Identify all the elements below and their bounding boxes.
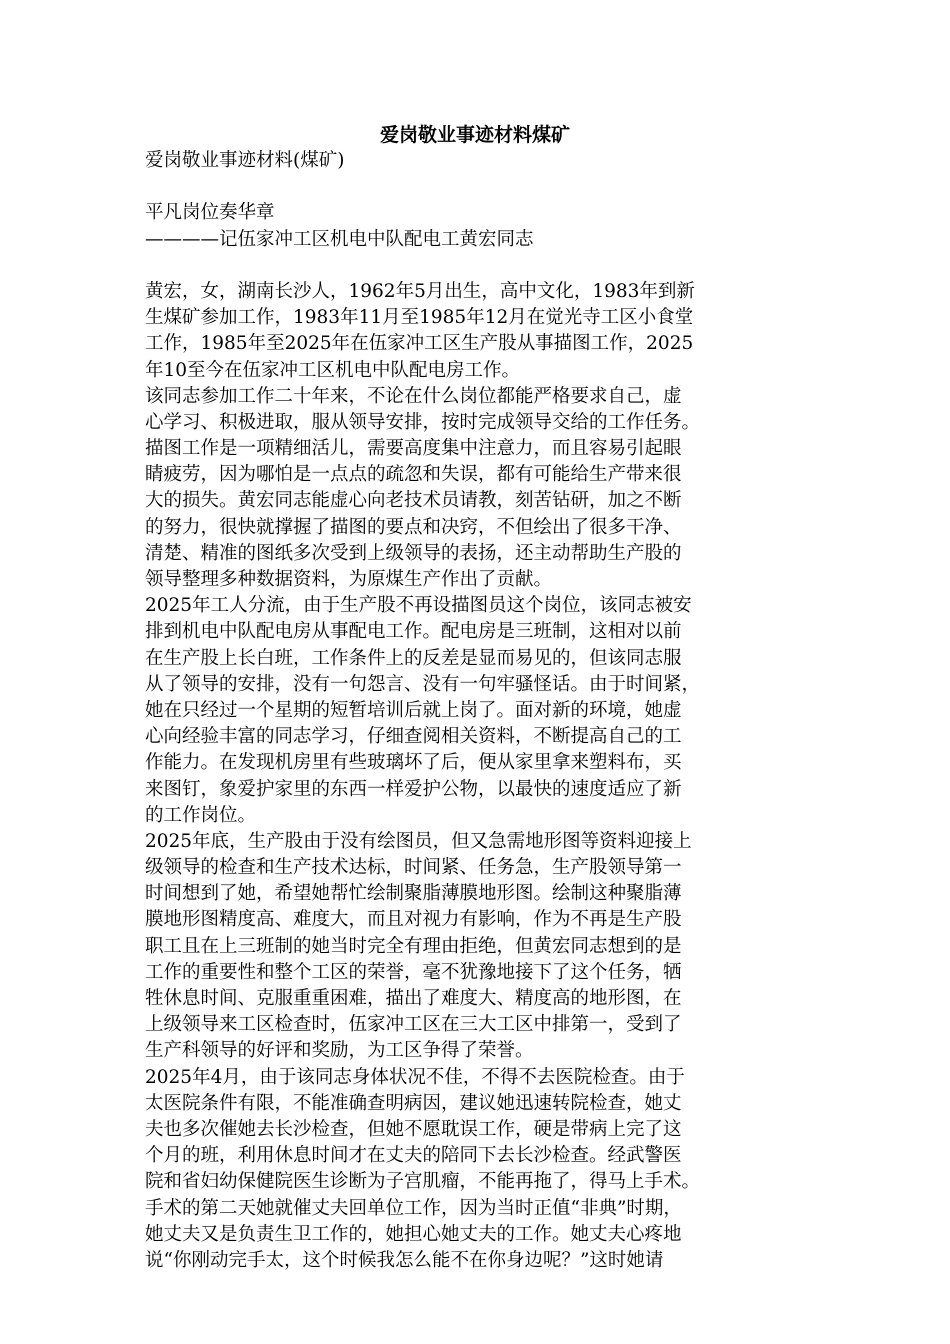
body-line: 级领导的检查和生产技术达标，时间紧、任务急，生产股领导第一 xyxy=(145,857,682,879)
body-line: 在生产股上长白班，工作条件上的反差是显而易见的，但该同志服 xyxy=(145,647,682,669)
body-line: 来图钉，象爱护家里的东西一样爱护公物，以最快的速度适应了新 xyxy=(145,778,682,800)
blank-line xyxy=(145,174,813,200)
body-line: 的工作岗位。 xyxy=(145,804,257,826)
body-line: 从了领导的安排，没有一句怨言、没有一句牢骚怪话。由于时间紧， xyxy=(145,673,701,695)
body-line: 牲休息时间、克服重重困难，描出了难度大、精度高的地形图，在 xyxy=(145,988,682,1009)
body-line: 工作的重要性和整个工区的荣誉，毫不犹豫地接下了这个任务，牺 xyxy=(145,961,682,983)
body-line: 太医院条件有限，不能准确查明病因，建议她迅速转院检查，她丈 xyxy=(145,1092,682,1114)
body-line: 院和省妇幼保健院医生诊断为子宫肌瘤，不能再拖了，得马上手术。 xyxy=(145,1171,701,1193)
body-line: 2025年工人分流，由于生产股不再设描图员这个岗位，该同志被安 xyxy=(145,595,692,617)
body-line: 排到机电中队配电房从事配电工作。配电房是三班制，这相对以前 xyxy=(145,621,682,643)
body-line: 2025年4月，由于该同志身体状况不佳，不得不去医院检查。由于 xyxy=(145,1066,685,1088)
body-line: 睛疲劳，因为哪怕是一点点的疏忽和失误，都有可能给生产带来很 xyxy=(145,464,682,486)
document-body xyxy=(145,148,813,1274)
body-line: 领导整理多种数据资料，为原煤生产作出了贡献。 xyxy=(145,569,553,590)
body-line: 的努力，很快就撑握了描图的要点和决窍，不但绘出了很多干净、 xyxy=(145,516,682,538)
body-line: 大的损失。黄宏同志能虚心向老技术员请教，刻苦钻研，加之不断 xyxy=(145,490,682,512)
body-line: 她在只经过一个星期的短暂培训后就上岗了。面对新的环境，她虚 xyxy=(145,699,682,721)
body-line: 黄宏，女，湖南长沙人，1962年5月出生，高中文化，1983年到新 xyxy=(145,280,695,302)
body-line: 描图工作是一项精细活儿，需要高度集中注意力，而且容易引起眼 xyxy=(145,438,682,460)
body-line: 她丈夫又是负责生卫工作的，她担心她丈夫的工作。她丈夫心疼地 xyxy=(145,1223,682,1245)
body-line: 心学习、积极进取，服从领导安排，按时完成领导交给的工作任务。 xyxy=(145,411,701,433)
body-line: 工作，1985年至2025年在伍家冲工区生产股从事描图工作，2025 xyxy=(145,333,694,355)
body-line: 清楚、精准的图纸多次受到上级领导的表扬，还主动帮助生产股的 xyxy=(145,542,682,564)
body-line: 2025年底，生产股由于没有绘图员，但又急需地形图等资料迎接上 xyxy=(145,830,692,852)
body-line: 作能力。在发现机房里有些玻璃坏了后，便从家里拿来塑料布，买 xyxy=(145,752,682,774)
body-line: 手术的第二天她就催丈夫回单位工作，因为当时正值“非典”时期， xyxy=(145,1197,682,1219)
body-line: 膜地形图精度高、难度大，而且对视力有影响，作为不再是生产股 xyxy=(145,909,682,931)
body-line: 心向经验丰富的同志学习，仔细查阅相关资料，不断提高自己的工 xyxy=(145,726,682,748)
body-line: 时间想到了她，希望她帮忙绘制聚脂薄膜地形图。绘制这种聚脂薄 xyxy=(145,883,682,905)
body-line: 生煤矿参加工作，1983年11月至1985年12月在觉光寺工区小食堂 xyxy=(145,307,694,329)
body-paragraphs xyxy=(145,279,813,1274)
body-line: 年10至今在伍家冲工区机电中队配电房工作。 xyxy=(145,359,521,381)
byline: ————记伍家冲工区机电中队配电工黄宏同志 xyxy=(145,228,534,250)
body-line: 个月的班，利用休息时间才在丈夫的陪同下去长沙检查。经武警医 xyxy=(145,1145,682,1167)
document-title: 爱岗敬业事迹材料煤矿 xyxy=(379,124,570,146)
body-line: 说“你刚动完手太，这个时候我怎么能不在你身边呢？”这时她请 xyxy=(145,1249,664,1271)
body-line: 上级领导来工区检查时，伍家冲工区在三大工区中排第一，受到了 xyxy=(145,1014,682,1036)
blank-line xyxy=(145,253,813,279)
section-heading: 平凡岗位奏华章 xyxy=(145,202,275,224)
body-line: 夫也多次催她去长沙检查，但她不愿耽误工作，硬是带病上完了这 xyxy=(145,1118,682,1140)
body-line: 生产科领导的好评和奖励，为工区争得了荣誉。 xyxy=(145,1040,534,1062)
body-line: 该同志参加工作二十年来，不论在什么岗位都能严格要求自己，虚 xyxy=(145,385,682,407)
body-line: 职工且在上三班制的她当时完全有理由拒绝，但黄宏同志想到的是 xyxy=(145,935,682,957)
document-subtitle: 爱岗敬业事迹材料(煤矿) xyxy=(145,150,345,171)
